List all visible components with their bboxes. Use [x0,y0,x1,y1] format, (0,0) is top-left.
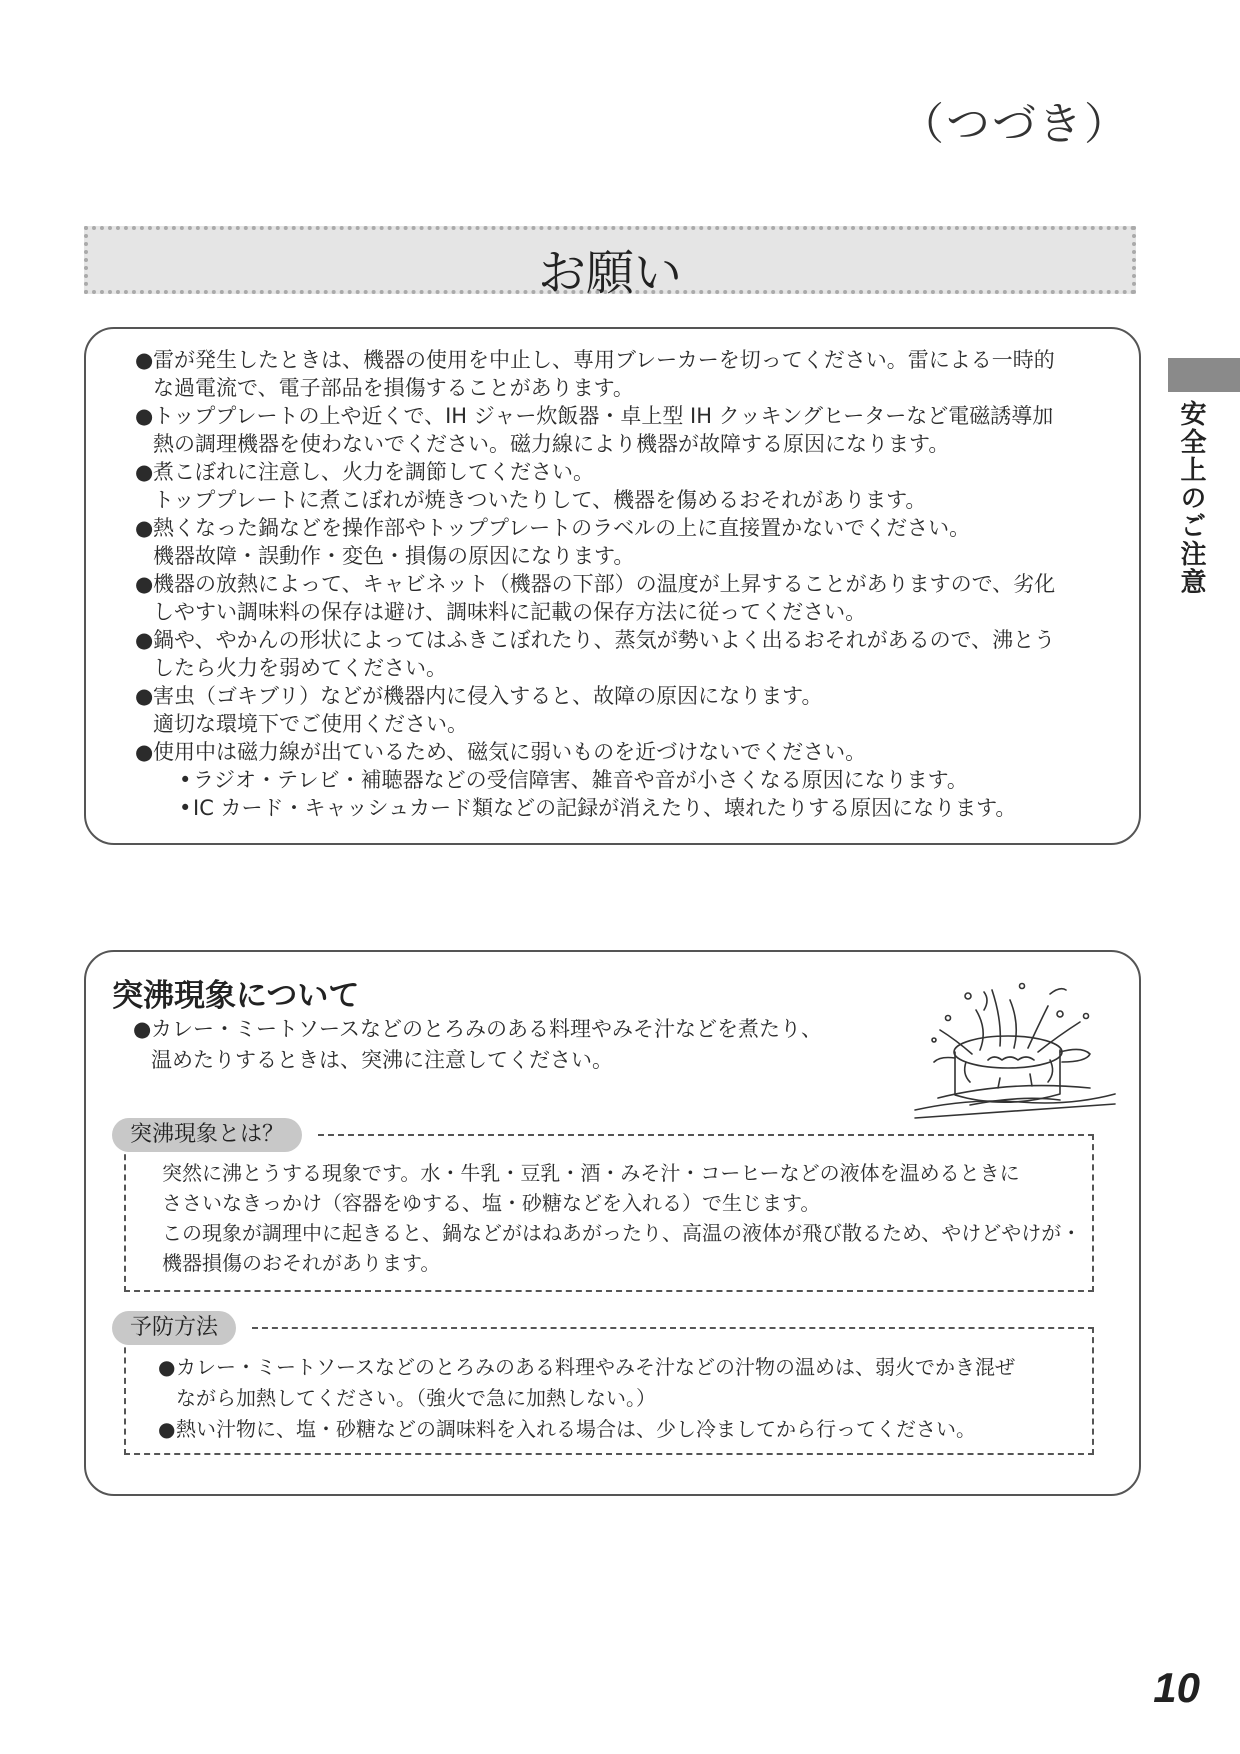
bullet-icon: ● [135,740,154,764]
list-item: ● 機器の放熱によって、キャビネット（機器の下部）の温度が上昇することがありますので、劣化 しやすい調味料の保存は避け、調味料に記載の保存方法に従ってください。 [135,572,1056,624]
list-item: ● カレー・ミートソースなどのとろみのある料理やみそ汁などの汁物の温めは、弱火でかき混ぜ ながら加熱してください。（強火で急に加熱しない。） [158,1352,1078,1414]
bullet-icon: ● [135,628,154,652]
sub-list-item: •IC カード・キャッシュカード類などの記録が消えたり、壊れたりする原因になります。 [179,796,1017,820]
sub-bullet-icon: • [179,768,192,792]
prevention-label: 予防方法 [112,1311,236,1345]
magnetic-effects-list [153,766,1115,822]
bullet-icon: ● [158,1355,176,1379]
banner-title: お願い [537,245,682,301]
sub-bullet-icon: • [179,796,192,820]
bullet-icon: ● [133,1017,152,1041]
bullet-icon: ● [135,348,154,372]
list-item: ● 熱い汁物に、塩・砂糖などの調味料を入れる場合は、少し冷ましてから行ってください。 [158,1414,1078,1445]
bullet-icon: ● [135,516,154,540]
bumping-title: 突沸現象について [112,978,360,1014]
bullet-icon: ● [135,404,154,428]
list-item: ● 雷が発生したときは、機器の使用を中止し、専用ブレーカーを切ってください。雷による一時的 な過電流で、電子部品を損傷することがあります。 [135,348,1055,400]
bullet-icon: ● [135,460,154,484]
page-number: 10 [1153,1664,1200,1711]
what-is-bumping-label: 突沸現象とは？ [112,1118,302,1152]
list-item: ● 煮こぼれに注意し、火力を調節してください。 トッププレートに煮こぼれが焼きついたりして、機器を傷めるおそれがあります。 [135,460,927,512]
requests-list [135,346,1115,822]
side-tab-marker [1168,358,1240,392]
list-item: ● カレー・ミートソースなどのとろみのある料理やみそ汁などを煮たり、 温めたりするときは、突沸に注意してください。 [133,1014,893,1076]
sub-list-item: •ラジオ・テレビ・補聴器などの受信障害、雑音や音が小さくなる原因になります。 [179,768,968,792]
boiling-pot-icon [910,970,1120,1120]
what-is-bumping-text: 突然に沸とうする現象です。水・牛乳・豆乳・酒・みそ汁・コーヒーなどの液体を温めるときに ささいなきっかけ（容器をゆする、塩・砂糖などを入れる）で生じます。 この現象が調理中に起きると、鍋などがはねあがったり、高温の液体が飛び散るため、やけどやけが・ 機器損傷のおそれがあります。 [162,1161,1082,1275]
list-item: ● 使用中は磁力線が出ているため、磁気に弱いものを近づけないでください。 •ラジオ・テレビ・補聴器などの受信障害、雑音や音が小さくなる原因になります。 •IC カード・キャッシュカード類などの記録が消えたり、壊れたりする原因になります。 [135,738,1115,822]
list-item: ● 熱くなった鍋などを操作部やトッププレートのラベルの上に直接置かないでください。 機器故障・誤動作・変色・損傷の原因になります。 [135,516,971,568]
list-item: ● 害虫（ゴキブリ）などが機器内に侵入すると、故障の原因になります。 適切な環境下でご使用ください。 [135,684,823,736]
side-tab-label: 安全上のご注意 [1176,400,1206,596]
bullet-icon: ● [135,572,154,596]
bumping-intro [133,1014,893,1076]
request-banner [84,226,1136,301]
continued-label: （つづき） [900,99,1130,150]
list-item: ● トッププレートの上や近くで、IH ジャー炊飯器・卓上型 IH クッキングヒーターなど電磁誘導加 熱の調理機器を使わないでください。磁力線により機器が故障する原因になります。 [135,404,1054,456]
prevention-list [158,1352,1078,1445]
bullet-icon: ● [158,1417,176,1441]
bullet-icon: ● [135,684,154,708]
list-item: ● 鍋や、やかんの形状によってはふきこぼれたり、蒸気が勢いよく出るおそれがあるので、沸とう したら火力を弱めてください。 [135,628,1056,680]
